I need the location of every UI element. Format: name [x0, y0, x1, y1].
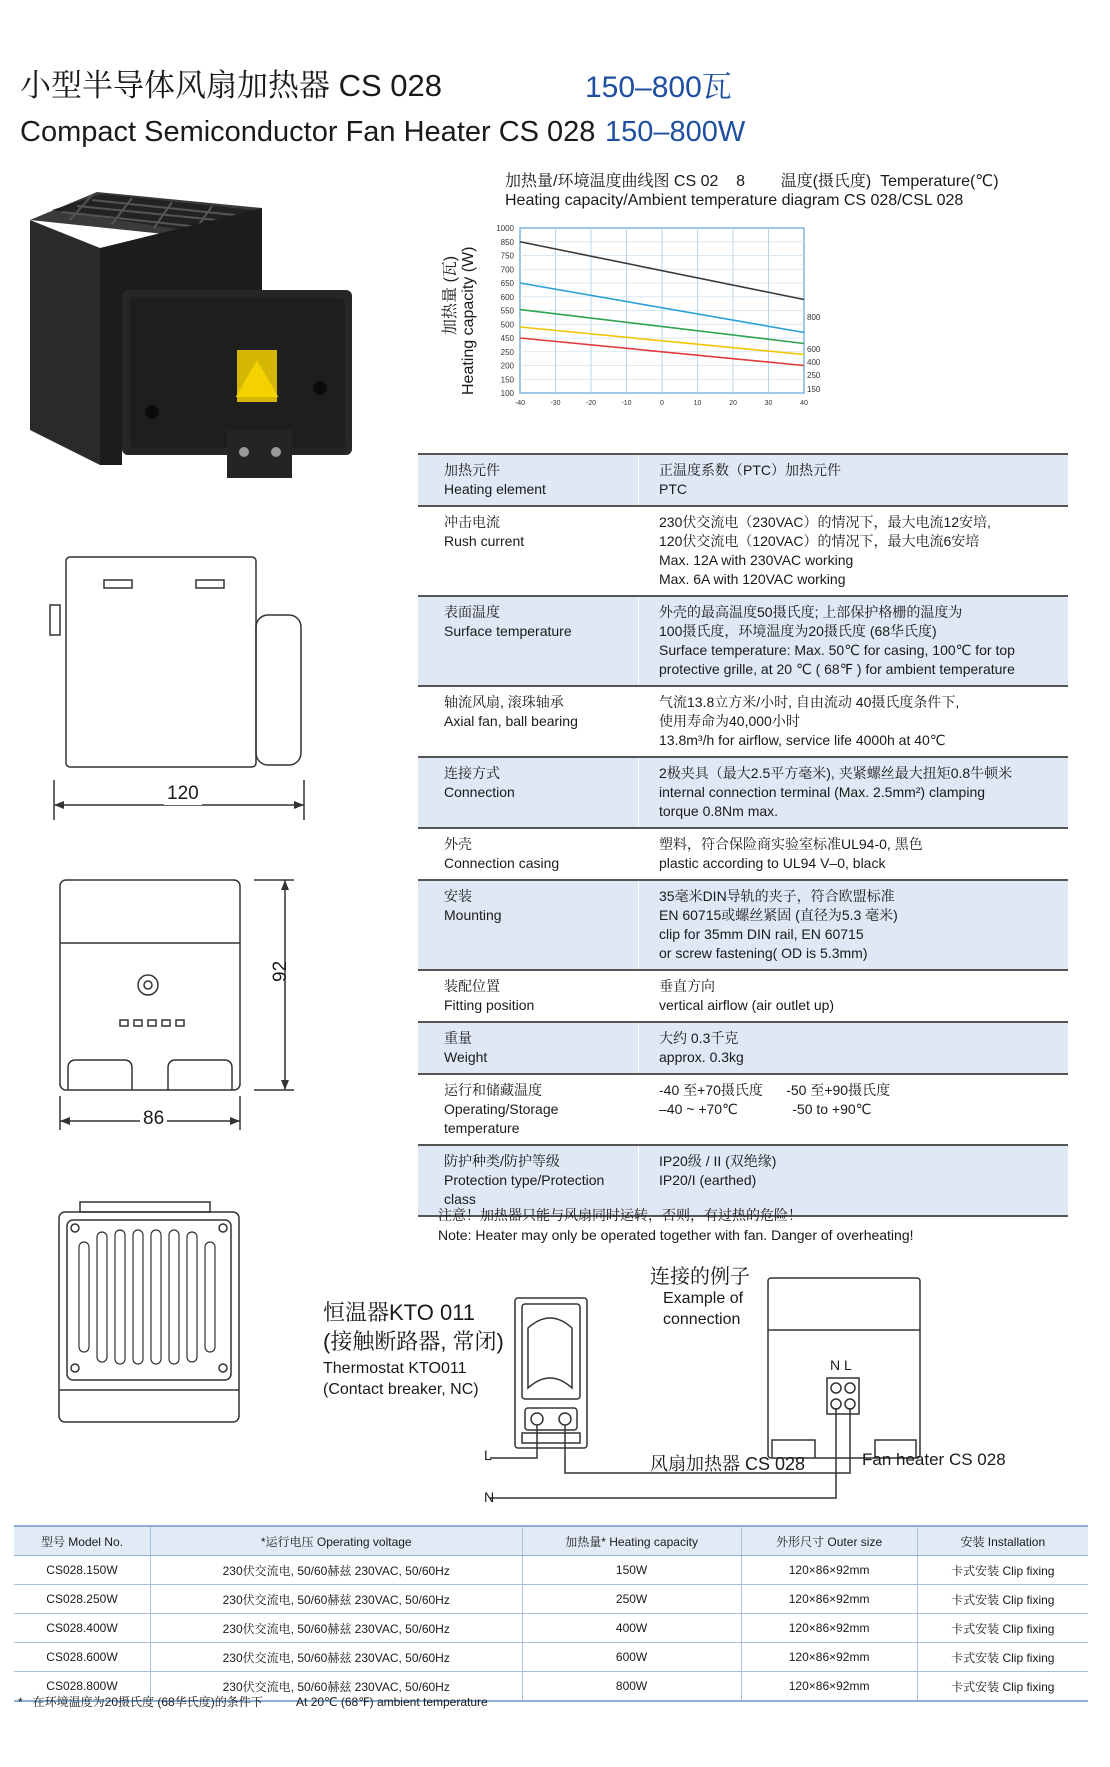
table-cell: 600W: [522, 1643, 741, 1672]
chart-y-tick: 700: [500, 265, 514, 275]
warning-cn: 注意！加热器只能与风扇同时运转，否则，有过热的危险！: [438, 1207, 802, 1223]
spec-key-cn: 装配位置: [444, 978, 500, 994]
spec-value: [639, 828, 1069, 880]
spec-value-line: Surface temperature: Max. 50℃ for casing, 100℃ for top: [659, 642, 1015, 658]
table-cell: 230伏交流电, 50/60赫兹 230VAC, 50/60Hz: [150, 1672, 522, 1702]
fan-heater-label-cn: 风扇加热器 CS 028: [650, 1454, 806, 1474]
spec-key: [418, 880, 639, 970]
spec-key-cn: 运行和储藏温度: [444, 1082, 542, 1098]
spec-key-en: Weight: [444, 1049, 488, 1065]
chart-x-tick: -20: [585, 400, 597, 407]
chart-y-tick: 150: [500, 375, 514, 385]
spec-key: [418, 828, 639, 880]
spec-value-line: torque 0.8Nm max.: [659, 803, 779, 819]
spec-value-line: PTC: [659, 481, 687, 497]
spec-value-line: Max. 12A with 230VAC working: [659, 552, 854, 568]
table-cell: 230伏交流电, 50/60赫兹 230VAC, 50/60Hz: [150, 1585, 522, 1614]
chart-series-label: 800: [807, 313, 821, 322]
wire-label-N: N: [484, 1489, 495, 1505]
spec-key-cn: 重量: [444, 1030, 472, 1046]
spec-value-line: vertical airflow (air outlet up): [659, 997, 835, 1013]
spec-value-line: internal connection terminal (Max. 2.5mm²) clamping: [659, 784, 986, 800]
spec-key-en: Mounting: [444, 907, 502, 923]
chart-title-cn: 加热量/环境温度曲线图 CS 02 8 温度(摄氏度) Temperature(℃): [505, 173, 999, 190]
chart-y-tick: 600: [500, 292, 514, 302]
chart-y-tick: 750: [500, 251, 514, 261]
spec-key: [418, 506, 639, 596]
chart-x-tick: -40: [514, 400, 526, 407]
top-view-drawing: [55, 1200, 245, 1425]
spec-value-line: 35毫米DIN导轨的夹子，符合欧盟标准: [659, 888, 895, 904]
spec-row: [418, 454, 1068, 506]
chart-series-label: 400: [807, 358, 821, 367]
chart-x-tick: 20: [729, 400, 737, 407]
spec-key-cn: 冲击电流: [444, 514, 500, 530]
spec-key-cn: 安装: [444, 888, 472, 904]
model-table-header: 安装 Installation: [917, 1526, 1088, 1556]
spec-value-line: 使用寿命为40,000小时: [659, 713, 800, 729]
thermostat-cn-line1: 恒温器KTO 011: [323, 1300, 476, 1325]
spec-value-line: IP20级 / II (双绝缘): [659, 1153, 777, 1169]
table-row: [14, 1643, 1088, 1672]
table-cell: 230伏交流电, 50/60赫兹 230VAC, 50/60Hz: [150, 1556, 522, 1585]
dim-depth: 86: [140, 1108, 167, 1130]
spec-key: [418, 970, 639, 1022]
spec-key-cn: 加热元件: [444, 462, 500, 478]
spec-value: [639, 880, 1069, 970]
connection-title-en-line1: Example of: [663, 1290, 744, 1307]
spec-key-en: Connection: [444, 784, 515, 800]
spec-value-line: 230伏交流电（230VAC）的情况下，最大电流12安培,: [659, 514, 991, 530]
table-cell: 120×86×92mm: [741, 1585, 917, 1614]
chart-x-tick: 40: [800, 400, 808, 407]
chart-y-tick: 200: [500, 361, 514, 371]
warning-en: Note: Heater may only be operated together with fan. Danger of overheating!: [438, 1227, 914, 1243]
chart-series-label: 250: [807, 371, 821, 380]
chart-y-tick: 650: [500, 279, 514, 288]
chart-x-tick: -10: [621, 400, 632, 407]
spec-key: [418, 596, 639, 686]
spec-row: [418, 828, 1068, 880]
spec-row: [418, 1022, 1068, 1074]
spec-value-line: 塑料，符合保险商实验室标准UL94-0, 黑色: [659, 836, 923, 852]
thermostat-cn-line2: (接触断路器, 常闭): [323, 1329, 504, 1354]
spec-value-line: plastic according to UL94 V–0, black: [659, 855, 886, 871]
spec-key-en: Fitting position: [444, 997, 535, 1013]
spec-key-cn: 表面温度: [444, 604, 500, 620]
dim-width: 120: [164, 783, 202, 805]
connection-title-cn: 连接的例子: [650, 1266, 750, 1288]
spec-value: [639, 686, 1069, 757]
spec-row: [418, 970, 1068, 1022]
chart-x-tick: 10: [693, 400, 702, 407]
spec-key-cn: 防护种类/防护等级: [444, 1153, 560, 1169]
spec-key: [418, 686, 639, 757]
connection-title-en-line2: connection: [663, 1311, 741, 1328]
table-cell: 230伏交流电, 50/60赫兹 230VAC, 50/60Hz: [150, 1614, 522, 1643]
chart-series-label: 600: [807, 345, 821, 354]
thermostat-en-line1: Thermostat KTO011: [323, 1360, 467, 1377]
spec-value-line: IP20/I (earthed): [659, 1172, 757, 1188]
chart-y-tick: 1000: [496, 224, 514, 233]
spec-value-line: 120伏交流电（120VAC）的情况下，最大电流6安培: [659, 533, 980, 549]
chart-series-label: 150: [807, 385, 821, 394]
table-cell: 卡式安装 Clip fixing: [917, 1585, 1088, 1614]
model-table: [14, 1525, 1088, 1702]
chart-x-tick: 30: [764, 400, 773, 407]
table-cell: 120×86×92mm: [741, 1643, 917, 1672]
chart-y-tick: 500: [500, 320, 514, 330]
table-cell: 800W: [522, 1672, 741, 1702]
model-table-header: *运行电压 Operating voltage: [150, 1526, 522, 1556]
front-view-drawing: [54, 878, 314, 1133]
table-row: [14, 1614, 1088, 1643]
spec-key-cn: 外壳: [444, 836, 472, 852]
table-cell: 120×86×92mm: [741, 1672, 917, 1702]
model-table-header: 外形尺寸 Outer size: [741, 1526, 917, 1556]
spec-key-en: Heating element: [444, 481, 546, 497]
spec-value-line: 2极夹具（最大2.5平方毫米), 夹紧螺丝最大扭矩0.8牛顿米: [659, 765, 1013, 781]
spec-row: [418, 596, 1068, 686]
table-cell: 卡式安装 Clip fixing: [917, 1556, 1088, 1585]
spec-value-line: –40 ~ +70℃ -50 to +90℃: [659, 1101, 872, 1117]
spec-key: [418, 1022, 639, 1074]
product-photo: [22, 180, 340, 500]
table-cell: CS028.150W: [14, 1556, 150, 1585]
spec-value: [639, 1074, 1069, 1145]
chart-ylabel-en: Heating capacity (W): [460, 246, 477, 395]
spec-value-line: 外壳的最高温度50摄氏度; 上部保护格栅的温度为: [659, 604, 963, 620]
spec-value: [639, 454, 1069, 506]
spec-key-cn: 轴流风扇, 滚珠轴承: [444, 694, 564, 710]
table-cell: 120×86×92mm: [741, 1614, 917, 1643]
chart-x-tick: 0: [660, 400, 664, 407]
spec-value-line: 大约 0.3千克: [659, 1030, 739, 1046]
chart-x-tick: -30: [550, 400, 561, 407]
dim-height: 92: [270, 960, 291, 982]
table-cell: 卡式安装 Clip fixing: [917, 1614, 1088, 1643]
table-cell: 卡式安装 Clip fixing: [917, 1672, 1088, 1702]
spec-value-line: EN 60715或螺丝紧固 (直径为5.3 毫米): [659, 907, 898, 923]
spec-key-en: Protection type/Protection class: [444, 1172, 605, 1207]
spec-value: [639, 757, 1069, 828]
table-cell: CS028.250W: [14, 1585, 150, 1614]
thermostat-label-en: [323, 1358, 479, 1400]
spec-key-en: Connection casing: [444, 855, 560, 871]
table-row: [14, 1556, 1088, 1585]
spec-value-line: Max. 6A with 120VAC working: [659, 571, 846, 587]
spec-row: [418, 880, 1068, 970]
chart-y-tick: 550: [500, 306, 514, 316]
wiring-diagram: [480, 1268, 950, 1518]
fan-heater-label-en: Fan heater CS 028: [862, 1450, 1006, 1469]
table-cell: 120×86×92mm: [741, 1556, 917, 1585]
spec-key: [418, 1074, 639, 1145]
spec-table: [418, 453, 1068, 1217]
spec-row: [418, 757, 1068, 828]
page-title-cn: 小型半导体风扇加热器 CS 028: [20, 68, 443, 103]
table-row: [14, 1585, 1088, 1614]
spec-row: [418, 1074, 1068, 1145]
spec-value: [639, 970, 1069, 1022]
chart-y-tick: 100: [500, 389, 514, 398]
warning-note: [438, 1205, 914, 1245]
spec-row: [418, 506, 1068, 596]
spec-value-line: 垂直方向: [659, 978, 715, 994]
model-table-header: 加热量* Heating capacity: [522, 1526, 741, 1556]
spec-key-cn: 连接方式: [444, 765, 500, 781]
table-cell: CS028.400W: [14, 1614, 150, 1643]
spec-value-line: -40 至+70摄氏度 -50 至+90摄氏度: [659, 1082, 891, 1098]
chart-y-tick: 450: [500, 334, 514, 343]
page-title-en: Compact Semiconductor Fan Heater CS 028: [20, 116, 596, 148]
spec-value-line: 正温度系数（PTC）加热元件: [659, 462, 841, 478]
spec-value-line: or screw fastening( OD is 5.3mm): [659, 945, 868, 961]
spec-key-en: Axial fan, ball bearing: [444, 713, 578, 729]
power-range-en: 150–800W: [605, 116, 746, 148]
heating-capacity-chart: [496, 222, 930, 432]
table-cell: CS028.600W: [14, 1643, 150, 1672]
chart-title-en: Heating capacity/Ambient temperature diagram CS 028/CSL 028: [505, 192, 964, 209]
thermostat-label-cn: [323, 1298, 504, 1356]
spec-key-en: Rush current: [444, 533, 525, 549]
spec-key: [418, 757, 639, 828]
spec-value: [639, 596, 1069, 686]
footnote: * 在环境温度为20摄氏度 (68华氏度)的条件下 At 20℃ (68℉) ambient temperature: [18, 1695, 488, 1709]
spec-key-en: Surface temperature: [444, 623, 572, 639]
table-cell: 400W: [522, 1614, 741, 1643]
table-cell: 150W: [522, 1556, 741, 1585]
thermostat-en-line2: (Contact breaker, NC): [323, 1381, 479, 1398]
power-range-cn: 150–800瓦: [585, 71, 732, 104]
chart-y-tick: 850: [500, 237, 514, 247]
terminal-label-NL: N L: [830, 1357, 852, 1373]
spec-key: [418, 454, 639, 506]
spec-key-en: Operating/Storage temperature: [444, 1101, 559, 1136]
table-cell: 卡式安装 Clip fixing: [917, 1643, 1088, 1672]
wire-label-L: L: [484, 1447, 492, 1463]
table-cell: 230伏交流电, 50/60赫兹 230VAC, 50/60Hz: [150, 1643, 522, 1672]
spec-value-line: protective grille, at 20 ℃ ( 68℉ ) for ambient temperature: [659, 661, 1015, 677]
spec-value-line: clip for 35mm DIN rail, EN 60715: [659, 926, 864, 942]
chart-y-tick: 250: [500, 347, 514, 357]
model-table-header: 型号 Model No.: [14, 1526, 150, 1556]
spec-value-line: 13.8m³/h for airflow, service life 4000h at 40℃: [659, 732, 946, 748]
spec-value-line: 气流13.8立方米/小时, 自由流动 40摄氏度条件下,: [659, 694, 960, 710]
spec-value: [639, 506, 1069, 596]
spec-value-line: 100摄氏度，环境温度为20摄氏度 (68华氏度): [659, 623, 937, 639]
chart-ylabel-cn: 加热量 (瓦): [442, 255, 459, 335]
spec-value: [639, 1022, 1069, 1074]
table-cell: 250W: [522, 1585, 741, 1614]
thermostat-icon: [515, 1298, 587, 1448]
spec-value-line: approx. 0.3kg: [659, 1049, 744, 1065]
spec-row: [418, 686, 1068, 757]
table-cell: CS028.800W: [14, 1672, 150, 1702]
